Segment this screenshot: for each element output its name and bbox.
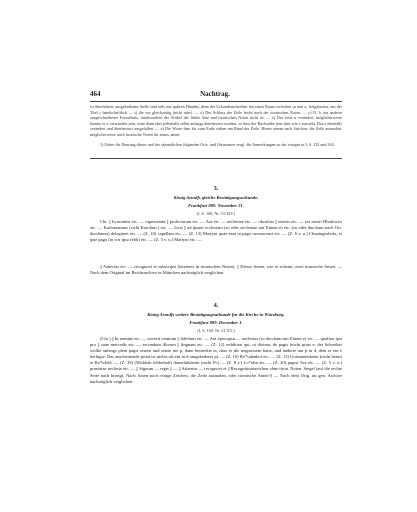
section-3-paragraph-1: Chr. || In nomine etc. — capessenda || proficturum etc. — Ara etc. — aecleniae etc. — obcultus || eoetris etc. — avi nostri Hludowici etc. — Karlomannus (sicht Karolum.) etc. — locis || ad ipsam ecclesiam (so oder aecleniae mit Einem e) etc. (so oder durcham nach Ort. durchamo) delegimet etc. — (Z. 10) capellam etc. — (Z. 13) Martyni quae eant in pago ruomacensi etc. — (Z. 6 v. u.) Chuningesbofe, et ipse pago (in vor ipso fehlt) etc. — (Z. 3 v. u.) Martyni etc. — — [90, 219, 342, 243]
section-4-reference: (I, S. 169, Nr. CLXV.) — [197, 328, 235, 333]
section-4-paragraph-1: (Chr.) || In nomine etc. — noverit omnium || fidelium etc. — Ara episcopus — aeclesias (so durcham mit Einem e) etc. — qualiter ipsi pro || suae mercedis etc. — secundum illorum || lingnam etc. — (Z. 12) reddition qui, ut dixima, de pagis (nicht prius e; der Schreiber wollte anfangs pleni pagis setzen und setzte nie p, dann bemerkte er, dass er die neppsissem hatte, und änderte um p in d, dem er ein e beifügte. Das anscheinende pritat ist nichts als ein in d umgeänderes p). — (Z. 10) Ro*udenhof etc. — (Z. 13) Uuistantenheim (nicht heim) et Ro*nfeld. — (Z. 19) (Wirkbab fehlerhaft) dranelinbheim (nicht Pr.) — (Z. 8 v.) Lo*idin etc. — (Z. 20) prgesi Ara etc. — (Z. 5 v. u.) praefatae aeclesie etc. — || Signum — regis || — || Asbertus — recognovi et || Recognitionszeichen ohne tiron. Noten. Siegel (auf die rechte Seite nach hiring). Nach Amen noch einige Zeichen, die Zeile ausmalen, oder tironische Amen?) — Nach dem Orig. im gen. Archive nachträglich verglichen. — [90, 336, 342, 384]
section-4-title: König Arnulfs weitere Bestätigungsurkunde für die Kirche in Würzburg. — [147, 312, 285, 317]
page-number: 464 — [90, 90, 101, 98]
section-3-reference: (I, S. 160, Nr. CLXIV.) — [196, 211, 236, 216]
section-3-number: 3. — [213, 186, 219, 192]
footnote-variants: ist überführen; ausgehobenen Stelle sind teils aus spätren Händen, denn der Urkundenschreiber hat einen Raum zwischen sa und u, freigelassen, um der Titel c handschriftlich — s) die vor gleichzeitig (nicht sehr). — x) Der Schluss der Zeile leicht nach der tironischen Noten. — y) D. h. ein anderer ausgeschriebener Formelsatz, insbesondere der Artikel der fünfte Satz und tironischen Noten nicht ist. — z) Das erste u verändert, möglicherweise könnte es e verstanden sein, wäre dann aber jedenfalls selbst anfangs überbessert worden, so dass der Buchstabe jetzt aber wie e aussieht. Das a ebenfalls verändert und überbessert ausgefallen. — z) Die Worte dem bis zum Ende stehen am Rand der Zeile. Hinter einem nach Strichen, die Zeile ausmalen, möglicherweise auch tironische Noten für amen, amen. — [90, 104, 342, 137]
section-3-title: König Arnulfs gleiche Bestätigungsurkunde. — [173, 195, 259, 200]
section-3-paragraph-2: || Asbertus etc. — recognovi et subscripsi (letzteres in tironischen Noten). || Dieser Amen, wie es scheint, zwei tironische Amen. — Nach dem Original im Reichsarchive in München nachträglich verglichen. — [90, 264, 342, 276]
page-title: Nachtrag. — [200, 90, 230, 98]
page-header — [90, 90, 340, 100]
header-rule — [90, 101, 342, 102]
section-4-date: Frankfurt 889. December 1. — [189, 320, 243, 325]
section-4-number: 4. — [213, 303, 219, 309]
footnote-orts: 1) Ueber die Deutung dieses und der sämmtlichen folgenden Orts- und Ortsnamen vergl. die Anmerkungen zu der vorigen in I, S. 152 und 163. — [100, 142, 335, 147]
section-divider — [90, 158, 342, 159]
section-3-date: Frankfurt 889. November 21. — [188, 203, 244, 208]
